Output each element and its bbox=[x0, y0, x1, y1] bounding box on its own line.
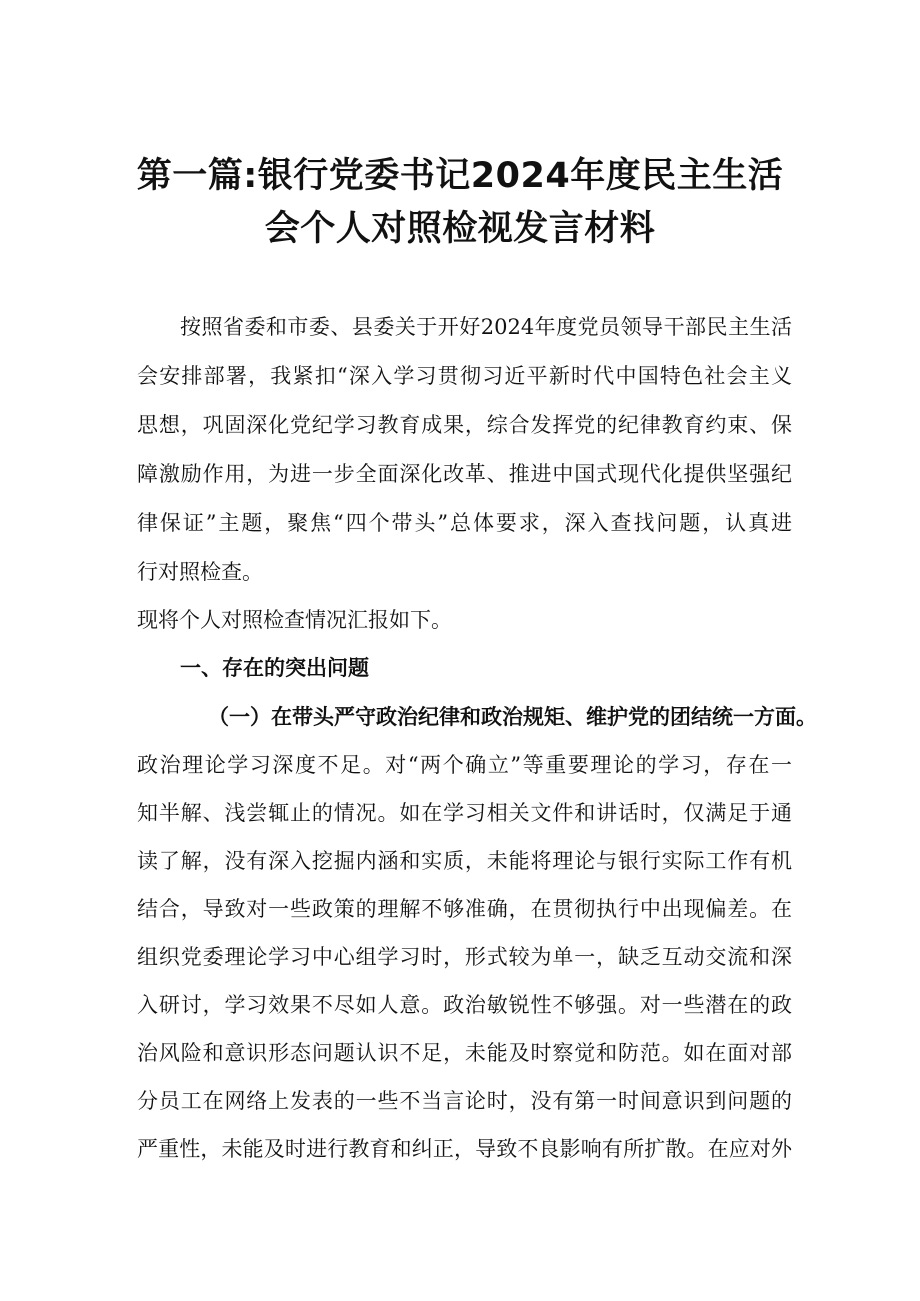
document-title-line-1: 第一篇:银行党委书记2024年度民主生活 bbox=[136, 156, 784, 196]
intro-line-2: 会安排部署，我紧扣“深入学习贯彻习近平新时代中国特色社会主义 bbox=[137, 364, 792, 388]
body-line-9: 严重性，未能及时进行教育和纠正，导致不良影响有所扩散。在应对外 bbox=[137, 1137, 792, 1161]
intro-line-5: 律保证”主题，聚焦“四个带头”总体要求，深入查找问题，认真进 bbox=[137, 511, 792, 535]
intro-line-1: 按照省委和市委、县委关于开好2024年度党员领导干部民主生活 bbox=[180, 315, 792, 339]
body-line-2: 知半解、浅尝辄止的情况。如在学习相关文件和讲话时，仅满足于通 bbox=[137, 801, 792, 825]
body-line-6: 入研讨，学习效果不尽如人意。政治敏锐性不够强。对一些潜在的政 bbox=[137, 993, 792, 1017]
section-heading: 一、存在的突出问题 bbox=[180, 655, 369, 680]
body-line-7: 治风险和意识形态问题认识不足，未能及时察觉和防范。如在面对部 bbox=[137, 1041, 792, 1065]
document-title-line-2: 会个人对照检视发言材料 bbox=[264, 209, 656, 249]
intro-line-7: 现将个人对照检查情况汇报如下。 bbox=[137, 608, 452, 632]
body-line-3: 读了解，没有深入挖掘内涵和实质，未能将理论与银行实际工作有机 bbox=[137, 849, 792, 873]
subsection-heading: （一）在带头严守政治纪律和政治规矩、维护党的团结统一方面。 bbox=[208, 704, 817, 729]
body-line-4: 结合，导致对一些政策的理解不够准确，在贯彻执行中出现偏差。在 bbox=[137, 897, 792, 921]
body-line-1: 政治理论学习深度不足。对“两个确立”等重要理论的学习，存在一 bbox=[137, 753, 792, 777]
intro-line-4: 障激励作用，为进一步全面深化改革、推进中国式现代化提供坚强纪 bbox=[137, 462, 792, 486]
body-line-8: 分员工在网络上发表的一些不当言论时，没有第一时间意识到问题的 bbox=[137, 1089, 792, 1113]
body-line-5: 组织党委理论学习中心组学习时，形式较为单一，缺乏互动交流和深 bbox=[137, 945, 792, 969]
intro-line-6: 行对照检查。 bbox=[137, 560, 263, 584]
intro-line-3: 思想，巩固深化党纪学习教育成果，综合发挥党的纪律教育约束、保 bbox=[137, 413, 792, 437]
